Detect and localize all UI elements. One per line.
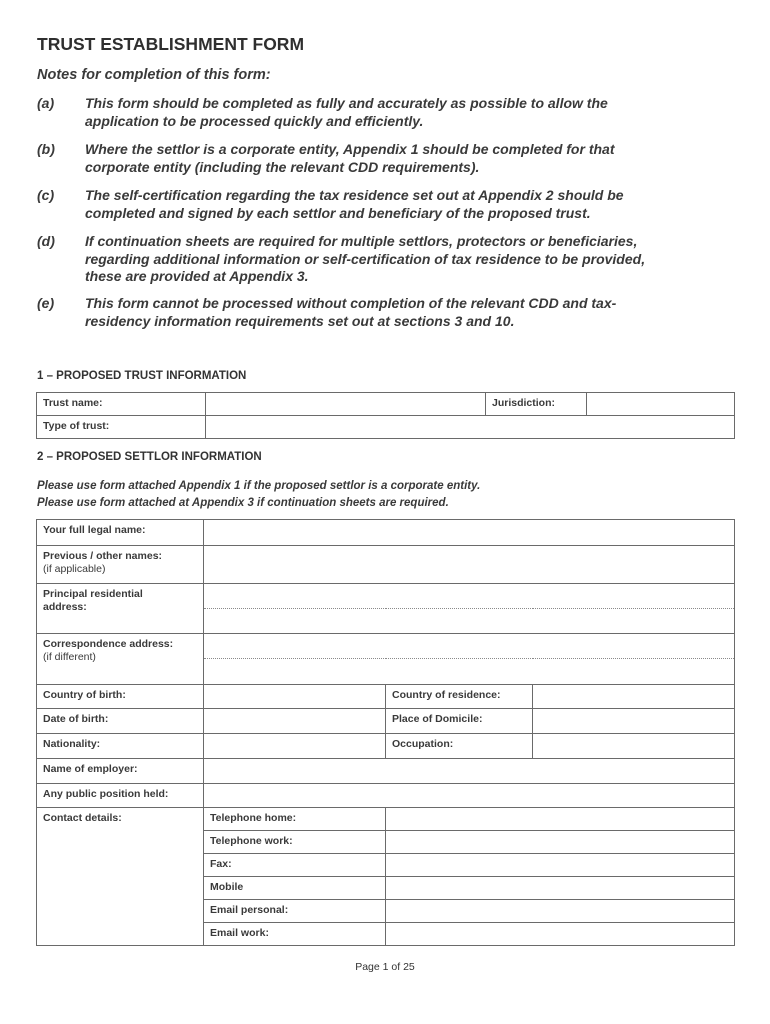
- mobile-label: Mobile: [204, 877, 386, 900]
- note-label: (e): [37, 295, 55, 311]
- notes-heading: Notes for completion of this form:: [37, 67, 271, 83]
- principal-address-line2: address:: [43, 600, 87, 613]
- nationality-field[interactable]: [204, 734, 386, 759]
- country-of-birth-label: Country of birth:: [37, 685, 204, 709]
- correspondence-address-label: [37, 634, 204, 685]
- email-personal-field[interactable]: [386, 900, 735, 923]
- principal-address-label: [37, 584, 204, 634]
- occupation-label: Occupation:: [386, 734, 533, 759]
- note-label: (a): [37, 95, 55, 111]
- telephone-work-label: Telephone work:: [204, 831, 386, 854]
- note-label: (c): [37, 187, 55, 203]
- note-text: If continuation sheets are required for multiple settlors, protectors or beneficiaries, regarding additional information or self-certification of tax residence to be provided, these are provided at Appendix 3.: [85, 233, 646, 284]
- form-title: TRUST ESTABLISHMENT FORM: [37, 34, 305, 54]
- note-text: The self-certification regarding the tax residence set out at Appendix 2 should be completed and signed by each settlor and beneficiary of the proposed trust.: [85, 187, 624, 221]
- email-personal-label: Email personal:: [204, 900, 386, 923]
- instruction-2: Please use form attached at Appendix 3 if continuation sheets are required.: [37, 497, 449, 509]
- trust-info-table: [36, 392, 735, 439]
- page-number: Page 1 of 25: [355, 961, 415, 973]
- note-text: This form cannot be processed without completion of the relevant CDD and tax- residency information requirements set out at sections 3 and 10.: [85, 295, 617, 329]
- nationality-label: Nationality:: [37, 734, 204, 759]
- settlor-info-table: [36, 519, 735, 946]
- mobile-field[interactable]: [386, 877, 735, 900]
- telephone-work-field[interactable]: [386, 831, 735, 854]
- public-position-label: Any public position held:: [37, 784, 204, 808]
- telephone-home-label: Telephone home:: [204, 808, 386, 831]
- principal-address-line1: Principal residential: [43, 588, 143, 600]
- jurisdiction-field[interactable]: [587, 393, 735, 416]
- country-of-birth-field[interactable]: [204, 685, 386, 709]
- correspondence-address-text: Correspondence address:: [43, 638, 174, 650]
- section2-heading: 2 – PROPOSED SETTLOR INFORMATION: [37, 451, 262, 463]
- type-of-trust-field[interactable]: [206, 416, 735, 439]
- correspondence-address-field-1[interactable]: [204, 634, 735, 659]
- fax-field[interactable]: [386, 854, 735, 877]
- type-of-trust-label: Type of trust:: [37, 416, 206, 439]
- date-of-birth-label: Date of birth:: [37, 709, 204, 734]
- country-of-residence-label: Country of residence:: [386, 685, 533, 709]
- name-of-employer-field[interactable]: [204, 759, 735, 784]
- principal-address-field-2[interactable]: [204, 609, 735, 634]
- public-position-field[interactable]: [204, 784, 735, 808]
- trust-name-field[interactable]: [206, 393, 486, 416]
- note-text: This form should be completed as fully and accurately as possible to allow the application to be processed quickly and efficiently.: [85, 95, 608, 129]
- place-of-domicile-field[interactable]: [533, 709, 735, 734]
- date-of-birth-field[interactable]: [204, 709, 386, 734]
- name-of-employer-label: Name of employer:: [37, 759, 204, 784]
- correspondence-address-note: (if different): [43, 650, 96, 663]
- jurisdiction-label: Jurisdiction:: [486, 393, 587, 416]
- note-label: (d): [37, 233, 55, 249]
- previous-names-text: Previous / other names:: [43, 550, 163, 562]
- occupation-field[interactable]: [533, 734, 735, 759]
- trust-name-label: Trust name:: [37, 393, 206, 416]
- principal-address-field-1[interactable]: [204, 584, 735, 609]
- note-text: Where the settlor is a corporate entity, Appendix 1 should be completed for that corporate entity (including the relevant CDD requirements).: [85, 141, 615, 175]
- telephone-home-field[interactable]: [386, 808, 735, 831]
- note-label: (b): [37, 141, 55, 157]
- instruction-1: Please use form attached Appendix 1 if the proposed settlor is a corporate entity.: [37, 480, 481, 492]
- fax-label: Fax:: [204, 854, 386, 877]
- email-work-label: Email work:: [204, 923, 386, 946]
- email-work-field[interactable]: [386, 923, 735, 946]
- place-of-domicile-label: Place of Domicile:: [386, 709, 533, 734]
- country-of-residence-field[interactable]: [533, 685, 735, 709]
- previous-names-note: (if applicable): [43, 562, 106, 575]
- correspondence-address-field-2[interactable]: [204, 659, 735, 685]
- full-legal-name-field[interactable]: [204, 520, 735, 546]
- full-legal-name-label: Your full legal name:: [37, 520, 204, 546]
- previous-names-label: [37, 546, 204, 584]
- previous-names-field[interactable]: [204, 546, 735, 584]
- contact-details-label: Contact details:: [37, 808, 204, 946]
- section1-heading: 1 – PROPOSED TRUST INFORMATION: [37, 370, 247, 382]
